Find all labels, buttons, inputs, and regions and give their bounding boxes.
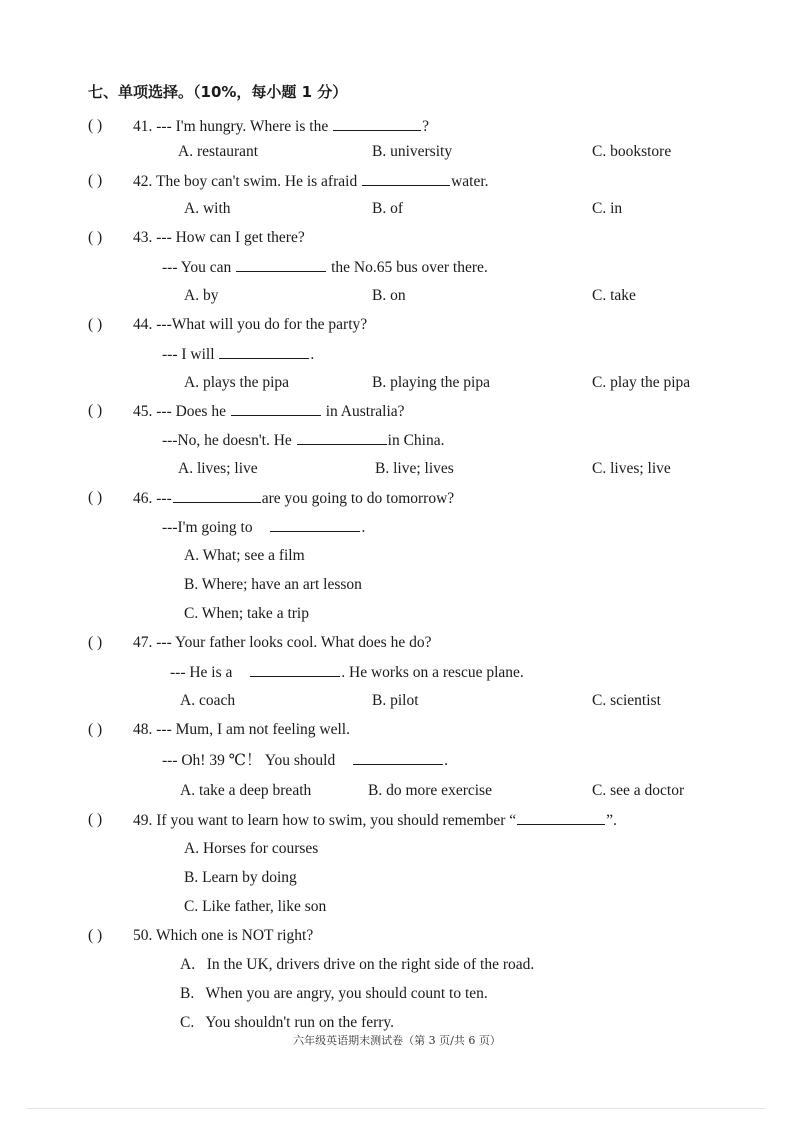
q50-option-a[interactable]: A. In the UK, drivers drive on the right side of the road.: [180, 956, 535, 973]
q48-option-b[interactable]: B. do more exercise: [368, 782, 492, 799]
q45-text: 45. --- Does he: [133, 403, 226, 420]
q44-reply-end: .: [310, 346, 315, 363]
q43-blank: [236, 257, 326, 272]
q46-blank-1: [173, 488, 261, 503]
q46-option-b[interactable]: B. Where; have an art lesson: [184, 576, 362, 593]
q47-option-b[interactable]: B. pilot: [372, 692, 419, 709]
q46-blank-2: [270, 517, 360, 532]
q45-reply: [162, 430, 445, 451]
q47-reply: [170, 662, 524, 683]
scan-edge-line: [26, 1108, 766, 1109]
q48-option-c[interactable]: C. see a doctor: [592, 782, 685, 799]
q48-answer-paren[interactable]: ( ): [88, 721, 103, 738]
q48-blank: [353, 750, 443, 765]
q42-option-c[interactable]: C. in: [592, 200, 623, 217]
q42-option-a[interactable]: A. with: [184, 200, 231, 217]
q43-reply-text: --- You can: [162, 259, 232, 276]
q50-option-b[interactable]: B. When you are angry, you should count to ten.: [180, 985, 488, 1002]
q45-blank-2: [297, 430, 387, 445]
q45-reply-text: ---No, he doesn't. He: [162, 432, 292, 449]
q49-option-b[interactable]: B. Learn by doing: [184, 869, 297, 886]
q48-reply: [162, 750, 448, 771]
q45-option-c[interactable]: C. lives; live: [592, 460, 671, 477]
q45-end: in Australia?: [325, 403, 405, 420]
q49-blank: [517, 810, 605, 825]
q44-stem: 44. ---What will you do for the party?: [133, 316, 368, 333]
q41-answer-paren[interactable]: ( ): [88, 117, 103, 134]
q48-reply-text: --- Oh! 39 ℃！ You should: [162, 752, 336, 769]
q49-answer-paren[interactable]: ( ): [88, 811, 103, 828]
q41-option-a[interactable]: A. restaurant: [178, 143, 259, 160]
q44-option-a[interactable]: A. plays the pipa: [184, 374, 290, 391]
q49-option-c[interactable]: C. Like father, like son: [184, 898, 327, 915]
q41-option-c[interactable]: C. bookstore: [592, 143, 672, 160]
q48-reply-end: .: [444, 752, 448, 769]
q43-option-a[interactable]: A. by: [184, 287, 219, 304]
q45-reply-end: in China.: [387, 432, 445, 449]
q42-text: 42. The boy can't swim. He is afraid: [133, 173, 358, 190]
q46-reply-text: ---I'm going to: [162, 519, 253, 536]
q42-stem: [133, 171, 489, 192]
q47-answer-paren[interactable]: ( ): [88, 634, 103, 651]
q47-reply-text: --- He is a: [170, 664, 233, 681]
q49-option-a[interactable]: A. Horses for courses: [184, 840, 319, 857]
q49-text: 49. If you want to learn how to swim, you should remember “: [133, 812, 517, 829]
q44-option-c[interactable]: C. play the pipa: [592, 374, 691, 391]
q48-option-a[interactable]: A. take a deep breath: [180, 782, 312, 799]
q46-text: 46. ---: [133, 490, 172, 507]
q49-end: ”.: [606, 812, 617, 829]
q41-text: 41. --- I'm hungry. Where is the: [133, 118, 329, 135]
section-heading: 七、单项选择。（10%，每小题 1 分）: [88, 83, 348, 101]
q42-blank: [362, 171, 450, 186]
q46-reply-end: .: [361, 519, 366, 536]
q41-option-b[interactable]: B. university: [372, 143, 453, 160]
q50-option-c[interactable]: C. You shouldn't run on the ferry.: [180, 1014, 395, 1031]
q43-answer-paren[interactable]: ( ): [88, 229, 103, 246]
q42-end: water.: [451, 173, 489, 190]
q47-stem: 47. --- Your father looks cool. What does he do?: [133, 634, 432, 651]
q47-reply-end: . He works on a rescue plane.: [341, 664, 524, 681]
q46-option-c[interactable]: C. When; take a trip: [184, 605, 309, 622]
q44-answer-paren[interactable]: ( ): [88, 316, 103, 333]
q44-blank: [219, 344, 309, 359]
q49-stem: [133, 810, 617, 831]
q45-stem: [133, 401, 405, 422]
q45-answer-paren[interactable]: ( ): [88, 402, 103, 419]
q43-reply-end: the No.65 bus over there.: [331, 259, 488, 276]
q47-option-c[interactable]: C. scientist: [592, 692, 661, 709]
q46-option-a[interactable]: A. What; see a film: [184, 547, 305, 564]
q44-reply-text: --- I will: [162, 346, 215, 363]
q41-end: ?: [422, 118, 429, 135]
q42-answer-paren[interactable]: ( ): [88, 172, 103, 189]
q41-blank: [333, 116, 421, 131]
q46-end: are you going to do tomorrow?: [261, 490, 455, 507]
q42-option-b[interactable]: B. of: [372, 200, 403, 217]
q50-stem: 50. Which one is NOT right?: [133, 927, 314, 944]
q46-stem: [133, 488, 454, 509]
page-footer: 六年级英语期末测试卷（第 3 页/共 6 页）: [293, 1034, 501, 1047]
q46-reply: [162, 517, 365, 538]
q43-option-b[interactable]: B. on: [372, 287, 406, 304]
q45-option-a[interactable]: A. lives; live: [178, 460, 258, 477]
q47-blank: [250, 662, 340, 677]
q45-option-b[interactable]: B. live; lives: [375, 460, 454, 477]
q50-answer-paren[interactable]: ( ): [88, 927, 103, 944]
q44-reply: [162, 344, 314, 365]
q46-answer-paren[interactable]: ( ): [88, 489, 103, 506]
q47-option-a[interactable]: A. coach: [180, 692, 236, 709]
q44-option-b[interactable]: B. playing the pipa: [372, 374, 490, 391]
q41-stem: [133, 116, 429, 137]
q43-stem: 43. --- How can I get there?: [133, 229, 305, 246]
q48-stem: 48. --- Mum, I am not feeling well.: [133, 721, 350, 738]
q43-reply: [162, 257, 488, 278]
q45-blank-1: [231, 401, 321, 416]
q43-option-c[interactable]: C. take: [592, 287, 636, 304]
